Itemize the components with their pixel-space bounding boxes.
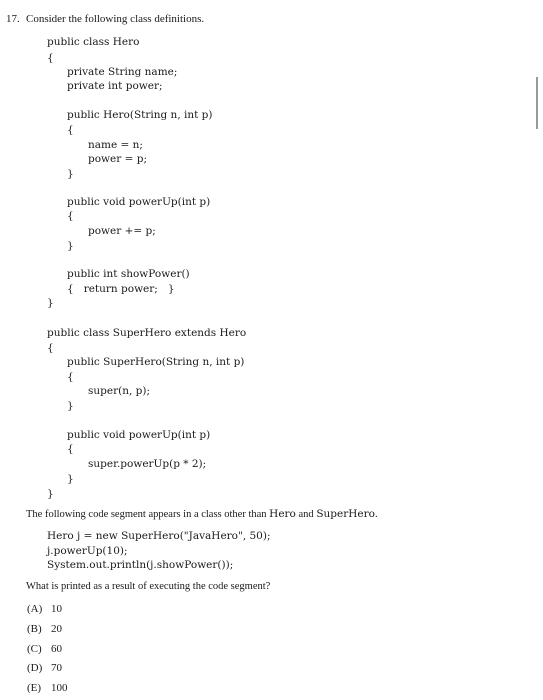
code-line: public SuperHero(String n, int p) (67, 356, 245, 368)
code-line: } (67, 473, 74, 485)
code-line: { (67, 124, 74, 136)
code-line: { (67, 443, 74, 455)
code-line: private int power; (67, 80, 163, 92)
code-line: Hero j = new SuperHero("JavaHero", 50); (47, 530, 271, 542)
choice-a[interactable] (27, 603, 62, 616)
code-line: public class Hero (47, 36, 140, 48)
code-line: { (67, 371, 74, 383)
code-line: public class SuperHero extends Hero (47, 327, 247, 339)
segment-intro (26, 508, 378, 521)
choice-letter: (B) (27, 623, 42, 635)
code-line: power += p; (88, 225, 156, 237)
choice-letter: (C) (27, 643, 42, 655)
code-line: name = n; (88, 139, 143, 151)
code-line: System.out.println(j.showPower()); (47, 559, 234, 571)
code-line: } (67, 400, 74, 412)
code-line: { return power; } (67, 283, 175, 295)
class-name-hero: Hero (269, 508, 296, 520)
code-line: super.powerUp(p * 2); (88, 458, 207, 470)
code-line: { (47, 342, 54, 354)
code-line: public Hero(String n, int p) (67, 109, 213, 121)
choice-value: 10 (51, 603, 62, 615)
choice-letter: (A) (27, 603, 43, 615)
choice-c[interactable] (27, 643, 62, 656)
code-line: j.powerUp(10); (47, 545, 128, 557)
code-line: private String name; (67, 66, 178, 78)
choice-letter: (D) (27, 662, 43, 674)
code-line: } (47, 297, 54, 309)
intro-and: and (298, 509, 314, 520)
scrollbar-thumb[interactable] (536, 77, 538, 129)
choice-value: 20 (51, 623, 62, 635)
choice-value: 60 (51, 643, 62, 655)
code-line: { (47, 52, 54, 64)
code-line: public int showPower() (67, 268, 190, 280)
choice-d[interactable] (27, 662, 62, 675)
code-line: } (67, 168, 74, 180)
intro-text: The following code segment appears in a class other than (26, 509, 267, 520)
code-line: public void powerUp(int p) (67, 429, 211, 441)
choice-value: 100 (51, 682, 68, 694)
choice-b[interactable] (27, 623, 62, 636)
class-name-superhero: SuperHero (316, 508, 375, 520)
choice-value: 70 (51, 662, 62, 674)
code-line: } (67, 240, 74, 252)
code-line: public void powerUp(int p) (67, 196, 211, 208)
code-line: super(n, p); (88, 385, 150, 397)
question-ask: What is printed as a result of executing the code segment? (26, 581, 271, 592)
code-line: power = p; (88, 153, 147, 165)
choice-letter: (E) (27, 682, 42, 694)
question-prompt: Consider the following class definitions. (26, 13, 205, 25)
intro-period: . (374, 509, 378, 520)
choice-e[interactable] (27, 682, 68, 695)
code-line: } (47, 488, 54, 500)
code-line: { (67, 210, 74, 222)
question-number: 17. (6, 13, 20, 25)
